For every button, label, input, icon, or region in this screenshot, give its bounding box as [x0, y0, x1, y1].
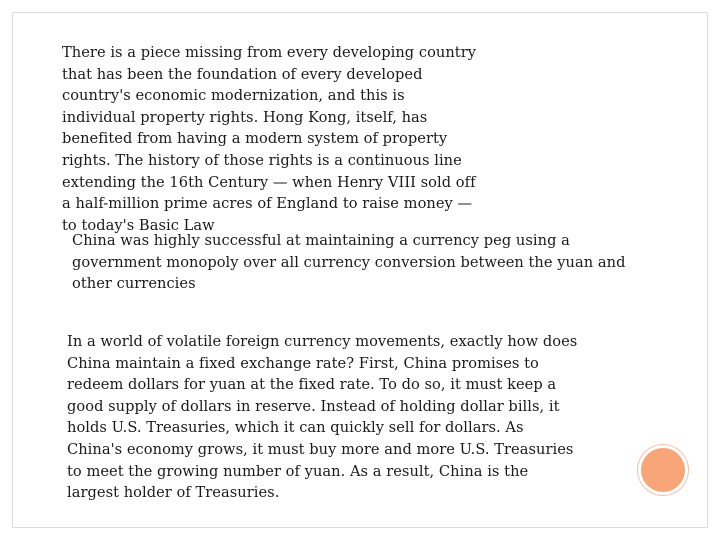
property-rights-paragraph: There is a piece missing from every developing country that has been the foundation of every developed country's economic modernization, and this is individual property rights. Hong Kong, itself, has benefited from having a modern system of property rights. The history of those rights is a continuous line extending the 16th Century — when Henry VIII sold off a half-million prime acres of England to raise money — to today's Basic Law — [62, 44, 477, 234]
slide-frame-left — [12, 12, 13, 528]
slide-frame-right — [707, 12, 708, 528]
slide-frame-bottom — [12, 527, 708, 528]
exchange-rate-paragraph: In a world of volatile foreign currency movements, exactly how does China maintain a fixed exchange rate? First, China promises to redeem dollars for yuan at the fixed rate. To do so, it must keep a good supply of dollars in reserve. Instead of holding dollar bills, it holds U.S. Treasuries, which it can quickly sell for dollars. As China's economy grows, it must buy more and more U.S. Treasuries to meet the growing number of yuan. As a result, China is the largest holder of Treasuries. — [67, 333, 578, 502]
currency-peg-paragraph: China was highly successful at maintaining a currency peg using a government monopoly over all currency conversion between the yuan and other currencies — [72, 232, 626, 293]
slide-frame-top — [12, 12, 708, 13]
decorative-circle-icon — [641, 448, 685, 492]
